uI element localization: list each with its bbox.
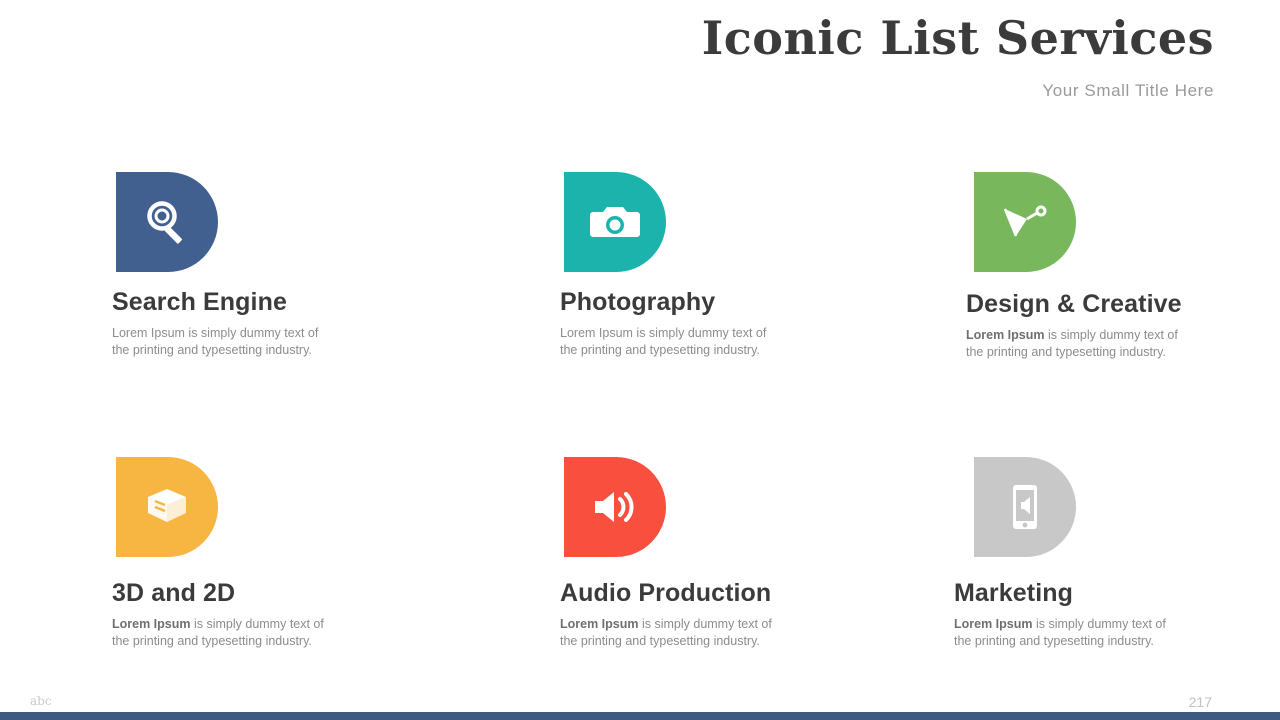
service-title: 3D and 2D — [112, 578, 236, 607]
service-card[interactable] — [860, 172, 1280, 361]
page-title: Iconic List Services — [701, 11, 1214, 65]
service-desc-lead: Lorem Ipsum — [560, 616, 639, 631]
service-desc-lead: Lorem Ipsum — [966, 328, 1045, 342]
service-description — [560, 325, 782, 359]
slide-header — [702, 12, 1214, 101]
service-card[interactable] — [860, 457, 1280, 650]
service-description — [954, 616, 1176, 650]
speaker-volume-icon — [564, 457, 666, 557]
service-desc-rest: is simply dummy text of the printing and typesetting industry. — [966, 328, 1178, 359]
service-icon-badge — [564, 457, 666, 557]
mobile-megaphone-icon — [974, 457, 1076, 557]
page-subtitle: Your Small Title Here — [1042, 80, 1214, 100]
page-number: 217 — [1188, 694, 1212, 710]
service-title: Audio Production — [560, 578, 772, 607]
service-description — [966, 327, 1188, 361]
pen-nib-icon — [974, 172, 1076, 272]
service-card[interactable] — [420, 172, 860, 361]
service-card[interactable] — [0, 172, 420, 361]
service-desc-lead: Lorem Ipsum — [112, 326, 185, 340]
service-icon-badge — [116, 172, 218, 272]
service-desc-rest: is simply dummy text of the printing and typesetting industry. — [560, 616, 772, 648]
services-grid — [0, 172, 1280, 650]
service-desc-lead: Lorem Ipsum — [112, 616, 191, 631]
service-description — [112, 325, 334, 359]
service-icon-badge — [564, 172, 666, 272]
service-desc-rest: is simply dummy text of the printing and typesetting industry. — [112, 326, 319, 357]
service-title: Photography — [560, 288, 716, 316]
service-description — [112, 616, 334, 650]
service-description — [560, 616, 782, 650]
service-icon-badge — [974, 457, 1076, 557]
bottom-accent-bar — [0, 712, 1280, 720]
service-title: Design & Creative — [966, 290, 1182, 318]
footer-label: abc — [30, 694, 52, 708]
box-3d-icon — [116, 457, 218, 557]
service-desc-rest: is simply dummy text of the printing and typesetting industry. — [954, 616, 1166, 648]
camera-icon — [564, 172, 666, 272]
service-desc-rest: is simply dummy text of the printing and typesetting industry. — [112, 616, 324, 648]
service-title: Search Engine — [112, 288, 287, 316]
service-card[interactable] — [0, 457, 420, 650]
magnifier-icon — [116, 172, 218, 272]
service-icon-badge — [116, 457, 218, 557]
service-desc-lead: Lorem Ipsum — [560, 326, 633, 340]
service-icon-badge — [974, 172, 1076, 272]
service-title: Marketing — [954, 578, 1073, 607]
service-desc-rest: is simply dummy text of the printing and typesetting industry. — [560, 326, 767, 357]
service-card[interactable] — [420, 457, 860, 650]
service-desc-lead: Lorem Ipsum — [954, 616, 1033, 631]
